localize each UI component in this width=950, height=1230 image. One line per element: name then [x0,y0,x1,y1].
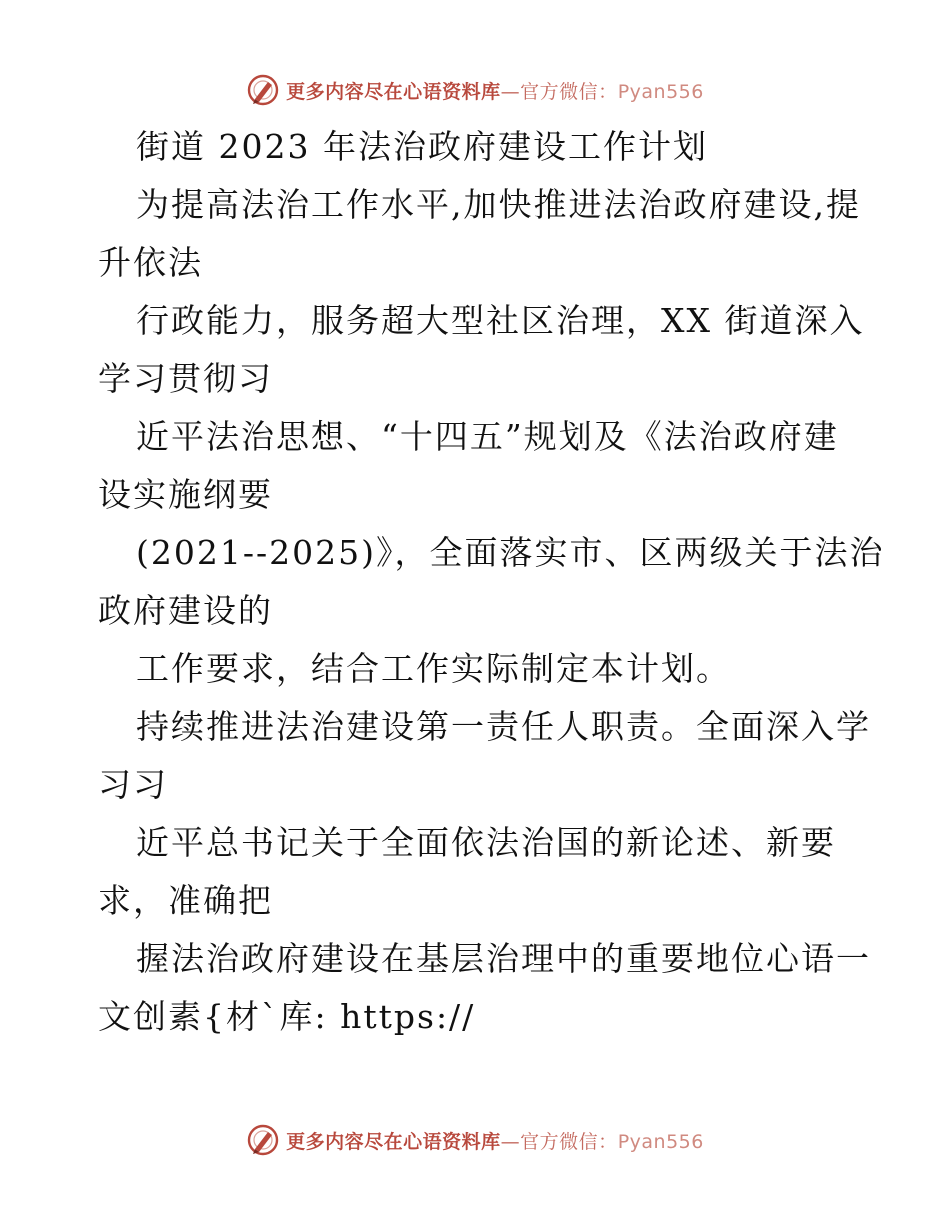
text-line: 握法治政府建设在基层治理中的重要地位心语一 [136,939,871,978]
watermark-label: 官方微信： [520,80,618,103]
header-watermark [0,70,950,110]
text-line: 求，准确把 [98,881,273,920]
text-line: (2021--2025)》，全面落实市、区两级关于法治 [136,533,885,572]
watermark-brand: 更多内容尽在心语资料库 [286,1130,501,1153]
text-line: 升依法 [98,243,203,282]
pen-logo-icon [246,73,280,107]
watermark-dash: — [500,80,521,103]
text-line: 工作要求，结合工作实际制定本计划。 [136,649,731,688]
watermark-label: 官方微信： [520,1130,618,1153]
text-line: 为提高法治工作水平,加快推进法治政府建设,提 [136,185,861,224]
footer-watermark [0,1120,950,1160]
text-line: 习习 [98,765,168,804]
document-title: 街道 2023 年法治政府建设工作计划 [136,127,708,166]
text-line: 行政能力，服务超大型社区治理，XX 街道深入 [136,301,865,340]
text-line: 学习贯彻习 [98,359,273,398]
watermark-text [286,1127,704,1154]
watermark-brand: 更多内容尽在心语资料库 [286,80,501,103]
text-line: 近平总书记关于全面依法治国的新论述、新要 [136,823,836,862]
text-line: 持续推进法治建设第一责任人职责。全面深入学 [136,707,871,746]
text-line: 政府建设的 [98,591,273,630]
document-body [98,118,885,1046]
watermark-wechat-id: Pyan556 [617,1130,704,1153]
pen-logo-icon [246,1123,280,1157]
text-line: 文创素{材`库: https:// [98,997,476,1036]
text-line: 设实施纲要 [98,475,273,514]
watermark-wechat-id: Pyan556 [617,80,704,103]
watermark-text [286,77,704,104]
text-line: 近平法治思想、“十四五”规划及《法治政府建 [136,417,839,456]
watermark-dash: — [500,1130,521,1153]
